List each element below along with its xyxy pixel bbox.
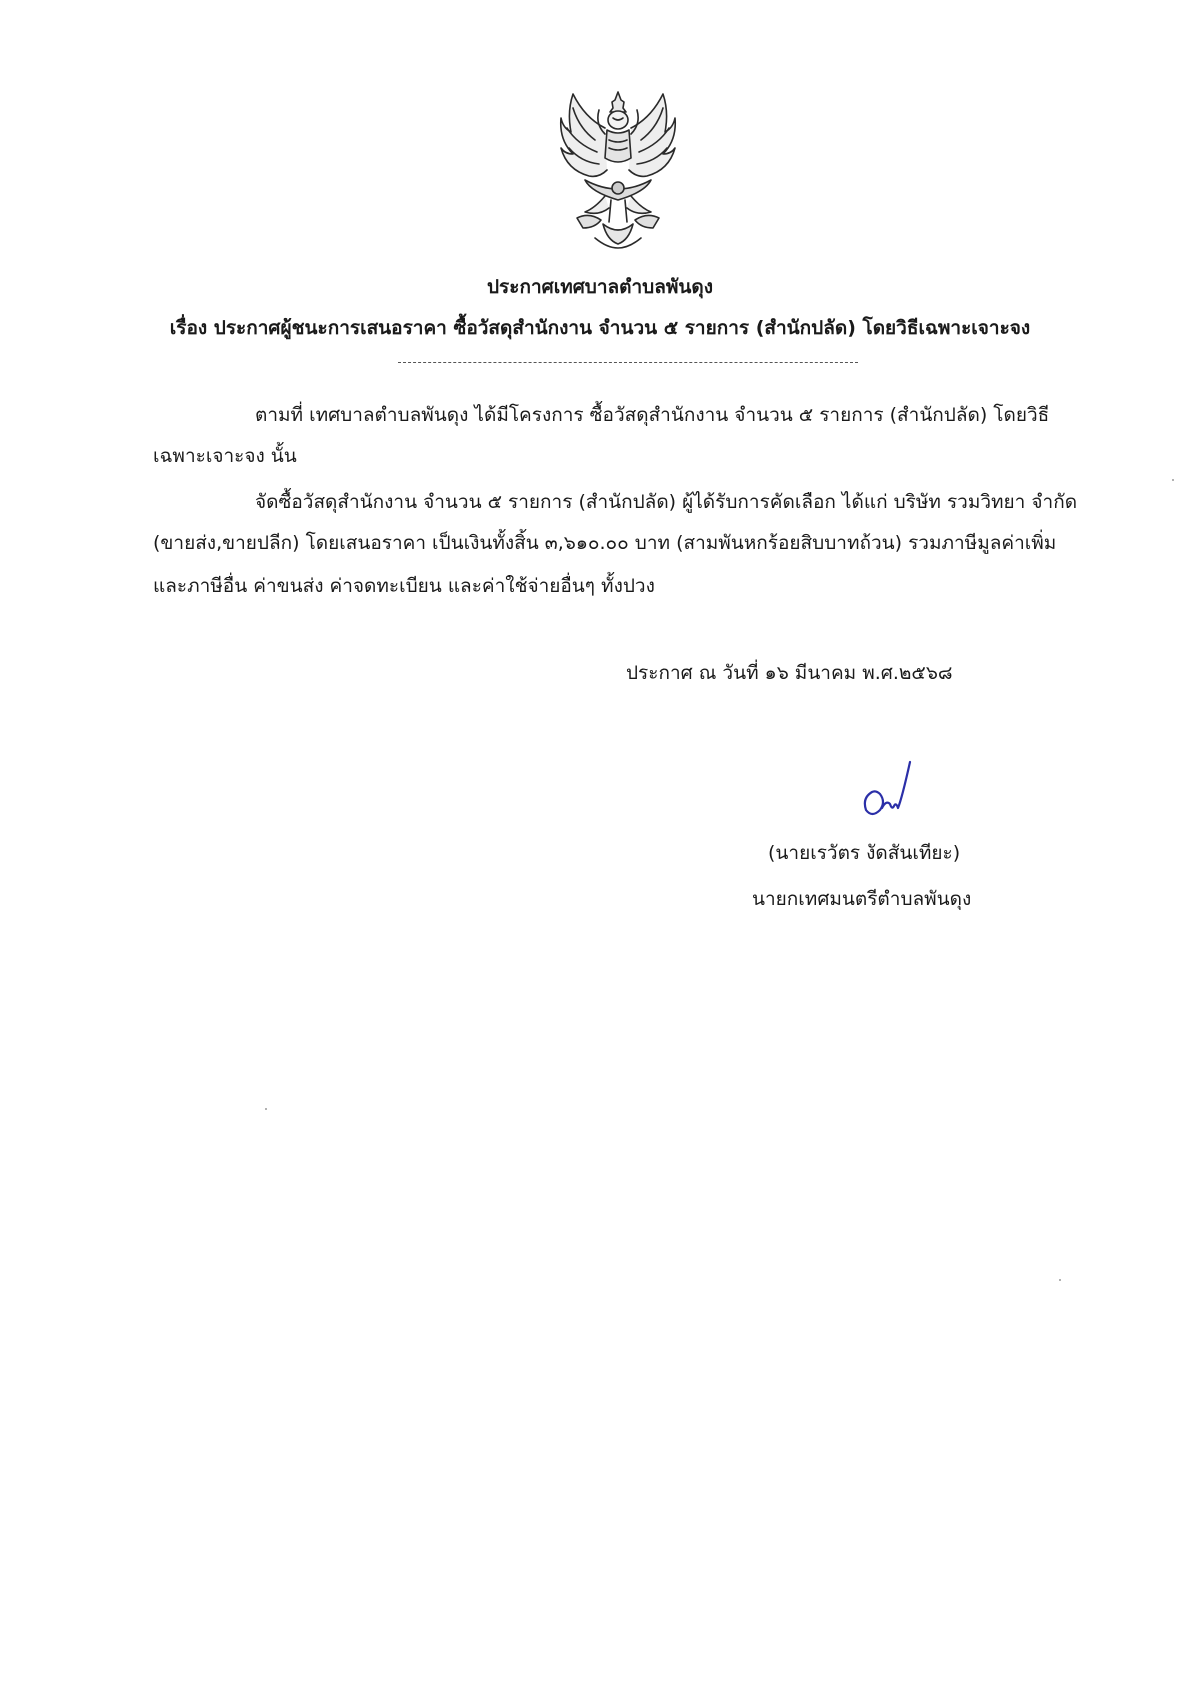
announcement-date: ประกาศ ณ วันที่ ๑๖ มีนาคม พ.ศ.๒๕๖๘ — [626, 662, 953, 684]
signer-title: นายกเทศมนตรีตำบลพันดุง — [752, 888, 972, 910]
paragraph-2-line-3: และภาษีอื่น ค่าขนส่ง ค่าจดทะเบียน และค่าใช้จ่ายอื่นๆ ทั้งปวง — [153, 575, 655, 597]
signature-icon — [858, 758, 914, 820]
scan-speck — [1059, 1279, 1061, 1281]
scan-speck — [1172, 479, 1174, 481]
scan-speck — [265, 1108, 267, 1110]
paragraph-2-line-1: จัดซื้อวัสดุสำนักงาน จำนวน ๕ รายการ (สำนักปลัด) ผู้ได้รับการคัดเลือก ได้แก่ บริษัท รวมวิทยา จำกัด — [255, 491, 1078, 513]
paragraph-1-line-2: เฉพาะเจาะจง นั้น — [153, 445, 297, 467]
garuda-emblem-icon — [555, 88, 681, 252]
page-title: ประกาศเทศบาลตำบลพันดุง — [487, 276, 713, 298]
paragraph-2-line-2: (ขายส่ง,ขายปลีก) โดยเสนอราคา เป็นเงินทั้งสิ้น ๓,๖๑๐.๐๐ บาท (สามพันหกร้อยสิบบาทถ้วน) รวมภาษีมูลค่าเพิ่ม — [153, 532, 1057, 554]
divider — [398, 362, 858, 363]
signer-name: (นายเรวัตร งัดสันเทียะ) — [768, 842, 961, 864]
paragraph-1-line-1: ตามที่ เทศบาลตำบลพันดุง ได้มีโครงการ ซื้อวัสดุสำนักงาน จำนวน ๕ รายการ (สำนักปลัด) โดยวิธี — [255, 404, 1050, 426]
subject-line: เรื่อง ประกาศผู้ชนะการเสนอราคา ซื้อวัสดุสำนักงาน จำนวน ๕ รายการ (สำนักปลัด) โดยวิธีเฉพาะเจาะจง — [169, 317, 1031, 339]
